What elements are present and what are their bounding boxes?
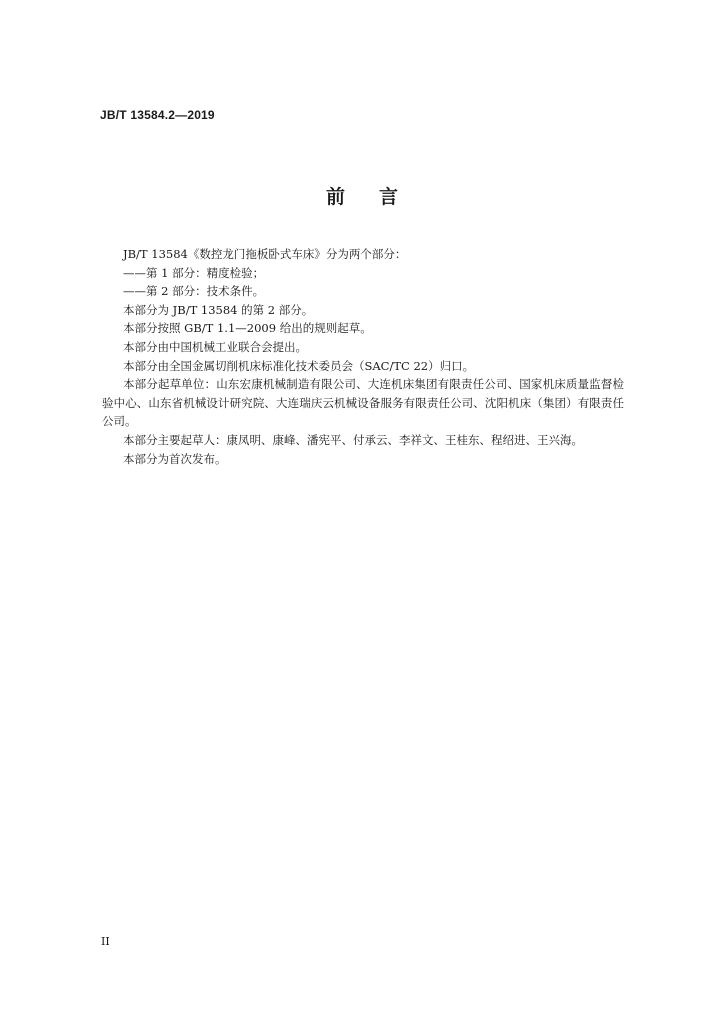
- page-number: II: [101, 935, 110, 948]
- title-char-1: 前: [325, 186, 345, 208]
- foreword-body: [102, 245, 624, 468]
- page-title: [0, 182, 724, 209]
- paragraph: 本部分主要起草人：康凤明、康峰、潘宪平、付承云、李祥文、王桂东、程绍进、王兴海。: [123, 432, 583, 447]
- paragraph: 本部分按照 GB/T 1.1—2009 给出的规则起草。: [123, 321, 372, 336]
- paragraph: JB/T 13584《数控龙门拖板卧式车床》分为两个部分：: [123, 247, 407, 261]
- paragraph: 本部分起草单位：山东宏康机械制造有限公司、大连机床集团有限责任公司、国家机床质量监督检验中心、山东省机械设计研究院、大连瑞庆云机械设备服务有限责任公司、沈阳机床（集团）有限责任公司。: [102, 377, 624, 429]
- title-char-2: 言: [379, 186, 399, 208]
- paragraph: 本部分由全国金属切削机床标准化技术委员会（SAC/TC 22）归口。: [123, 358, 475, 373]
- paragraph: 本部分由中国机械工业联合会提出。: [123, 339, 307, 354]
- paragraph: 本部分为 JB/T 13584 的第 2 部分。: [123, 302, 314, 317]
- paragraph: ——第 2 部分：技术条件。: [123, 284, 265, 299]
- paragraph: ——第 1 部分：精度检验；: [123, 265, 265, 280]
- standard-code-header: JB/T 13584.2—2019: [100, 108, 215, 122]
- paragraph: 本部分为首次发布。: [123, 451, 227, 466]
